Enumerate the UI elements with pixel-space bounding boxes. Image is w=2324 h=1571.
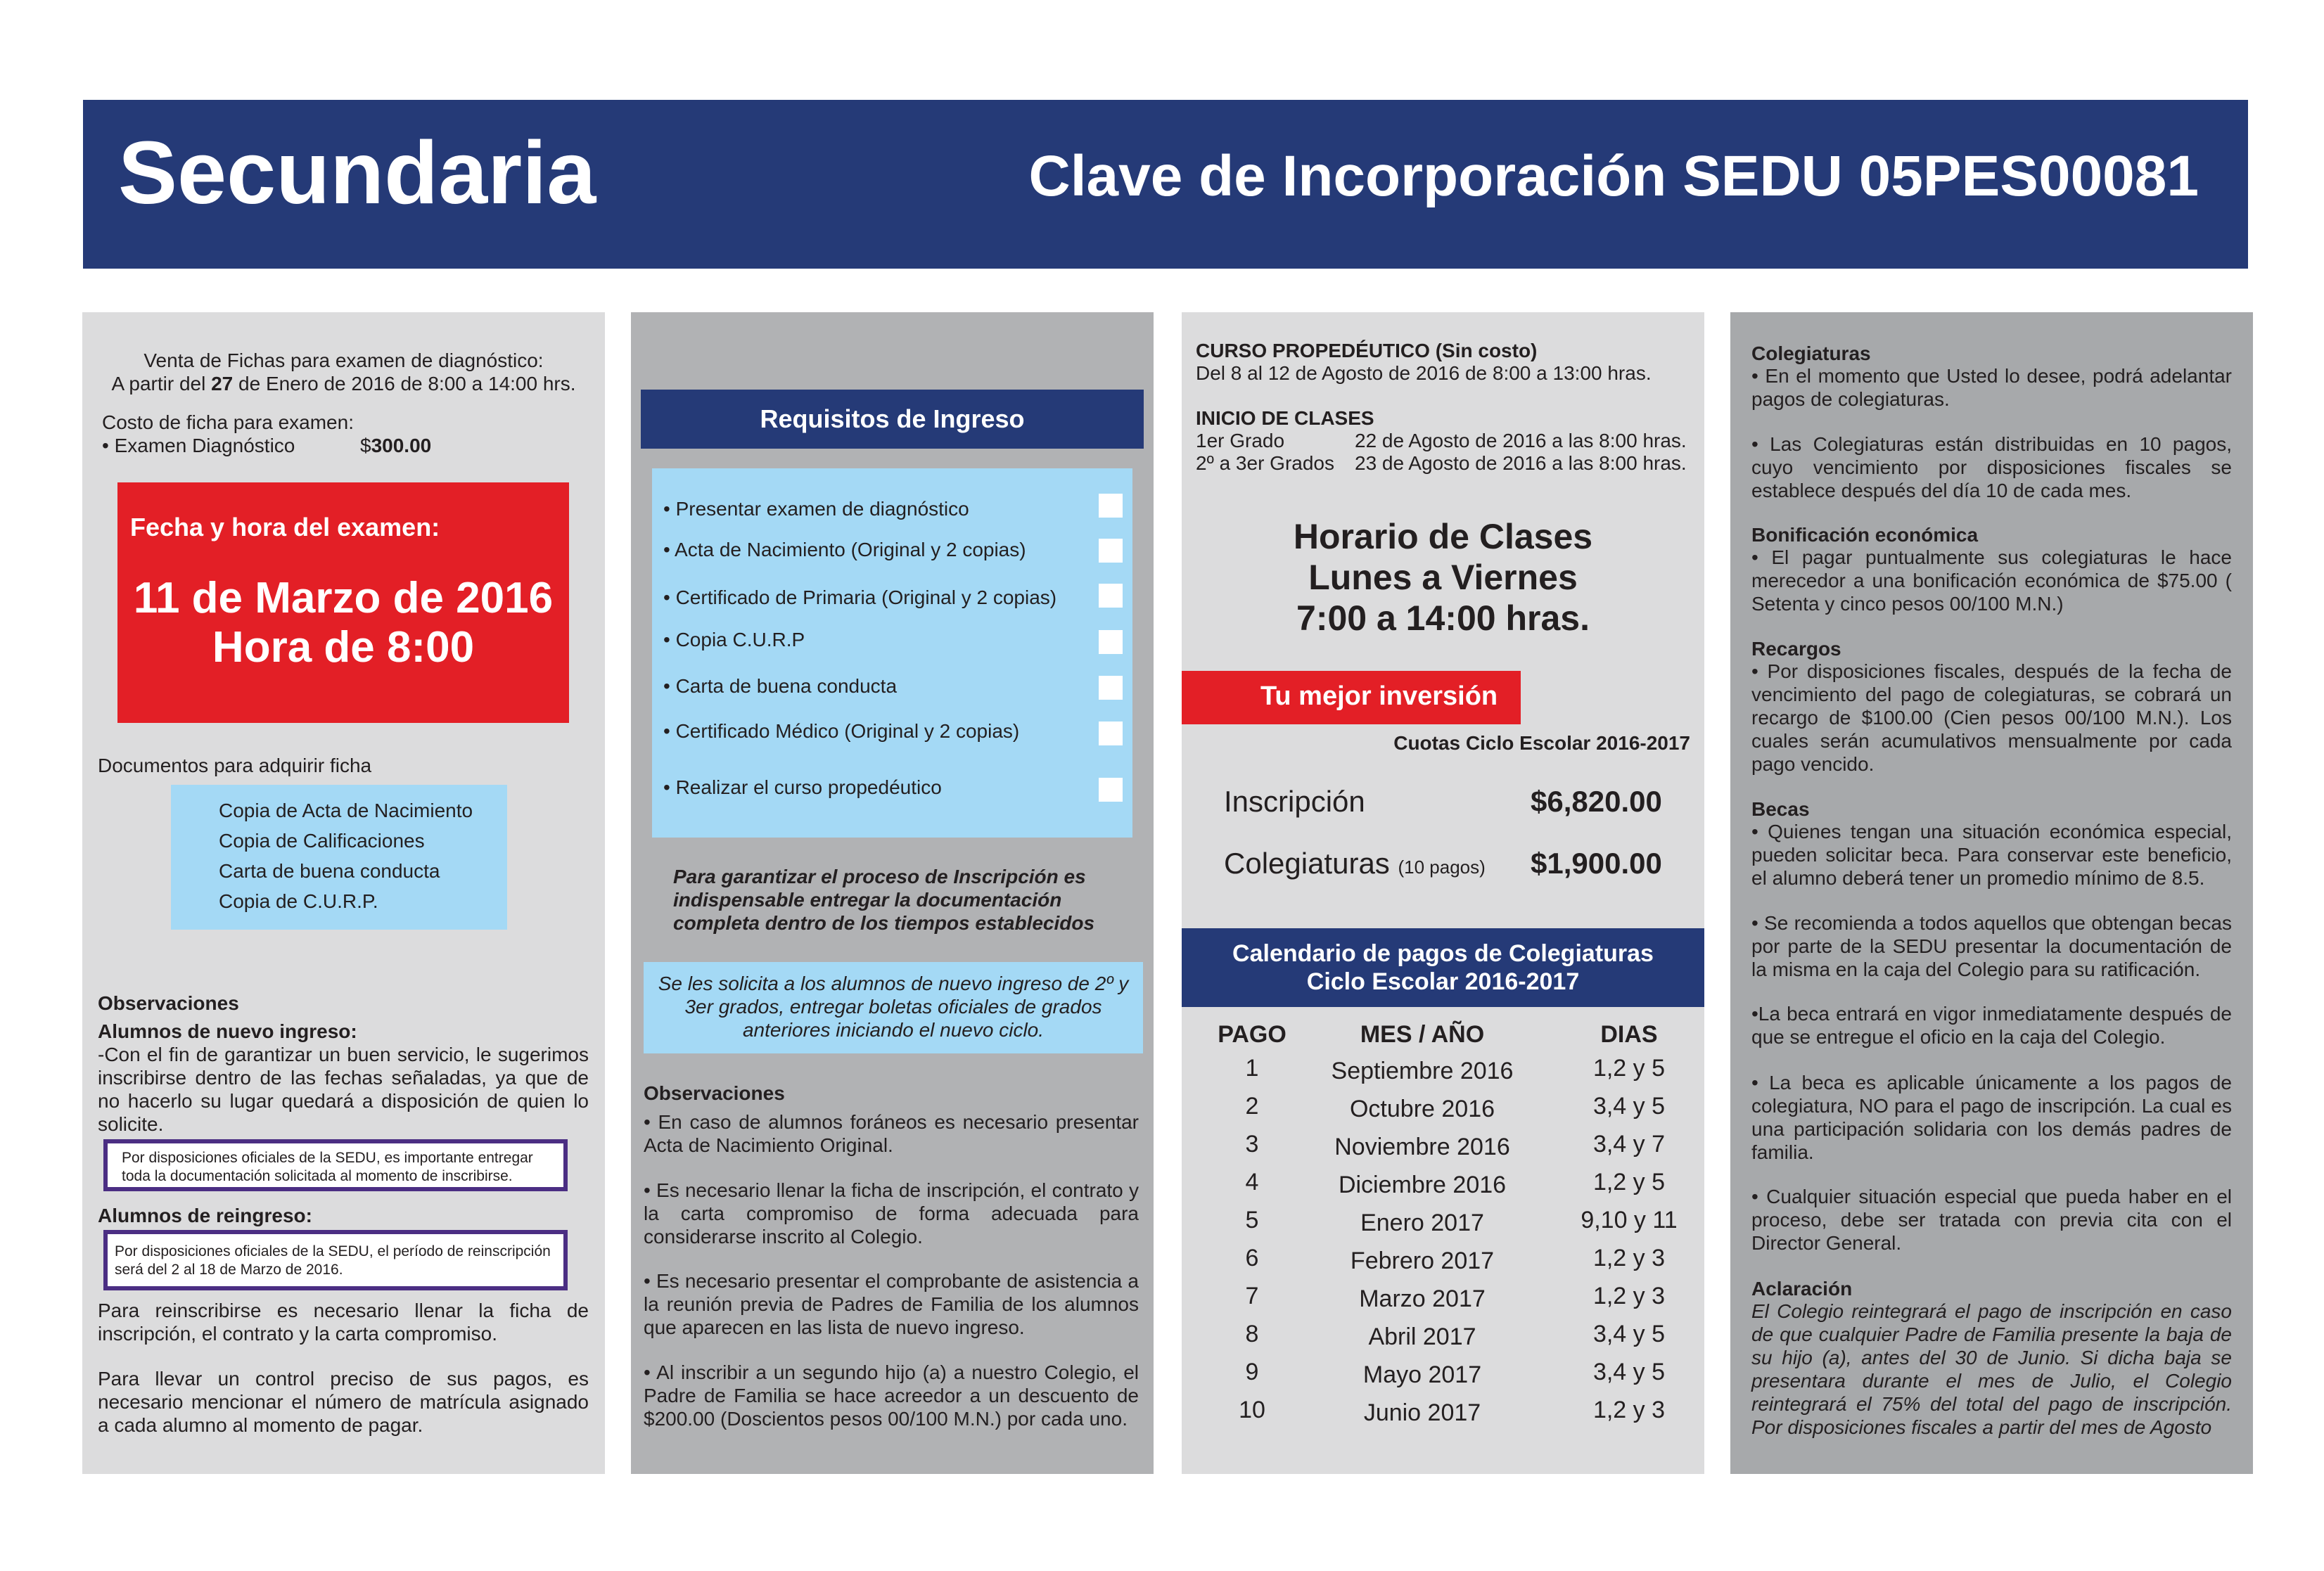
aclaracion-text: El Colegio reintegrará el pago de inscripción en caso de que cualquier Padre de Familia presente la baja de su hijo (a), antes del 30 de Junio. Si dicha baja se presentara durante el mes de Julio, el Colegio reintegrará el 75% del total del pago de inscripción. Por disposiciones fiscales a partir del mes de Agosto	[1751, 1300, 2232, 1438]
table-cell: 7	[1245, 1283, 1259, 1309]
becas-title: Becas	[1751, 798, 1810, 820]
table-cell: 1,2 y 5	[1592, 1055, 1666, 1082]
table-cell: 10	[1239, 1397, 1265, 1423]
bonificacion-text: • El pagar puntualmente sus colegiaturas le hace merecedor a una bonificación económica de $75.00 ( Setenta y cinco pesos 00/100 M.N.)	[1751, 546, 2232, 615]
panel-colegiaturas	[1730, 312, 2253, 1474]
reingreso-title: Alumnos de reingreso:	[98, 1205, 312, 1226]
colegiaturas-label: Colegiaturas (10 pagos)	[1224, 847, 1486, 880]
incorporation-key: Clave de Incorporación SEDU 05PES00081	[1028, 144, 2199, 208]
inversion-banner: Tu mejor inversión	[1182, 671, 1521, 724]
inicio-grado-1-label: 1er Grado	[1196, 430, 1285, 451]
list-item: • Realizar el curso propedéutico	[663, 776, 942, 798]
table-cell: 3	[1245, 1131, 1259, 1158]
table-header: DIAS	[1600, 1021, 1658, 1048]
table-header: PAGO	[1218, 1021, 1286, 1048]
recargos-text: • Por disposiciones fiscales, después de la fecha de vencimiento del pago de colegiaturas, se cobrará un recargo de $100.00 (Cien pesos 00/100 M.N.). Los cuales serán acumulativos mensualmente por cada pago vencido.	[1751, 660, 2232, 775]
table-cell: Abril 2017	[1368, 1323, 1476, 1350]
list-item: • Copia C.U.R.P	[663, 629, 805, 650]
table-cell: Marzo 2017	[1359, 1285, 1486, 1312]
table-cell: 6	[1245, 1245, 1259, 1271]
colegiaturas-title: Colegiaturas	[1751, 342, 1871, 364]
inicio-grado-2-label: 2º a 3er Grados	[1196, 452, 1334, 474]
inicio-grado-1-text: 22 de Agosto de 2016 a las 8:00 hras.	[1355, 430, 1687, 451]
reingreso-notice: Por disposiciones oficiales de la SEDU, el período de reinscripción será del 2 al 18 de Marzo de 2016.	[103, 1230, 568, 1290]
venta-line-2: A partir del 27 de Enero de 2016 de 8:00 a 14:00 hrs.	[111, 373, 576, 395]
table-cell: Noviembre 2016	[1334, 1134, 1510, 1160]
requisitos-title: Requisitos de Ingreso	[641, 390, 1144, 449]
checkbox[interactable]	[1099, 584, 1123, 608]
table-cell: 1,2 y 3	[1592, 1245, 1666, 1271]
checkbox[interactable]	[1099, 630, 1123, 654]
cuotas-title: Cuotas Ciclo Escolar 2016-2017	[1393, 732, 1690, 754]
checkbox[interactable]	[1099, 494, 1123, 518]
obs-item: • Es necesario llenar la ficha de inscripción, el contrato y la carta compromiso de forma adecuada para considerarse inscrito al Colegio.	[644, 1179, 1139, 1248]
costo-price: $300.00	[360, 435, 432, 456]
list-item: Copia de Calificaciones	[219, 830, 425, 852]
table-cell: Enero 2017	[1360, 1210, 1484, 1236]
calendario-title: Calendario de pagos de Colegiaturas Ciclo Escolar 2016-2017	[1182, 928, 1704, 1007]
inscripcion-value: $6,820.00	[1531, 785, 1662, 818]
list-item: • Presentar examen de diagnóstico	[663, 498, 969, 520]
curso-text: Del 8 al 12 de Agosto de 2016 de 8:00 a 13:00 hras.	[1196, 362, 1652, 384]
table-cell: 9	[1245, 1359, 1259, 1385]
obs-item: • Es necesario presentar el comprobante de asistencia a la reunión previa de Padres de Familia de los alumnos que aparecen en las lista de nuevo ingreso.	[644, 1270, 1139, 1338]
table-cell: Diciembre 2016	[1338, 1172, 1507, 1198]
nuevo-ingreso-notice: Por disposiciones oficiales de la SEDU, es importante entregar toda la documentación solicitada al momento de inscribirse.	[103, 1139, 568, 1191]
panel-fichas	[82, 312, 605, 1474]
table-cell: 4	[1245, 1169, 1259, 1195]
obs-item: • En caso de alumnos foráneos es necesario presentar Acta de Nacimiento Original.	[644, 1111, 1139, 1156]
venta-line-1: Venta de Fichas para examen de diagnóstico:	[143, 350, 544, 371]
checkbox[interactable]	[1099, 676, 1123, 700]
bonificacion-title: Bonificación económica	[1751, 524, 1979, 546]
exam-date: 11 de Marzo de 2016 Hora de 8:00	[133, 574, 554, 672]
aclaracion-title: Aclaración	[1751, 1278, 1853, 1300]
checkbox[interactable]	[1099, 722, 1123, 745]
list-item: • Certificado de Primaria (Original y 2 copias)	[663, 586, 1057, 608]
colegiaturas-value: $1,900.00	[1531, 847, 1662, 880]
inscripcion-label: Inscripción	[1224, 785, 1365, 818]
obs-item: • Al inscribir a un segundo hijo (a) a nuestro Colegio, el Padre de Familia se hace acreedor a un descuento de $200.00 (Doscientos pesos 00/100 M.N.) por cada uno.	[644, 1361, 1139, 1430]
table-cell: 1,2 y 5	[1592, 1169, 1666, 1195]
table-cell: Febrero 2017	[1350, 1248, 1495, 1274]
reinscribirse-text: Para reinscribirse es necesario llenar la ficha de inscripción, el contrato y la carta compromiso.	[98, 1300, 589, 1345]
inicio-title: INICIO DE CLASES	[1196, 407, 1374, 429]
becas-text-1: • Quienes tengan una situación económica especial, pueden solicitar beca. Para conservar este beneficio, el alumno deberá tener un promedio mínimo de 8.5.	[1751, 821, 2232, 889]
list-item: Copia de C.U.R.P.	[219, 890, 378, 912]
table-header: MES / AÑO	[1360, 1021, 1485, 1048]
table-cell: 3,4 y 5	[1592, 1359, 1666, 1385]
colegiaturas-text-1: • En el momento que Usted lo desee, podrá adelantar pagos de colegiaturas.	[1751, 365, 2232, 410]
becas-text-4: • La beca es aplicable únicamente a los pagos de colegiatura, NO para el pago de inscripción. La cual es una participación solidaria con los demás padres de familia.	[1751, 1072, 2232, 1163]
list-item: Carta de buena conducta	[219, 860, 440, 882]
recargos-title: Recargos	[1751, 638, 1841, 660]
docs-list	[171, 785, 507, 930]
nuevo-ingreso-title: Alumnos de nuevo ingreso:	[98, 1020, 357, 1042]
becas-text-5: • Cualquier situación especial que pueda haber en el proceso, debe ser tratada con previa cita con el Director General.	[1751, 1186, 2232, 1254]
boletas-notice: Se les solicita a los alumnos de nuevo ingreso de 2º y 3er grados, entregar boletas oficiales de grados anteriores iniciando el nuevo ciclo.	[644, 962, 1143, 1053]
table-cell: 8	[1245, 1321, 1259, 1347]
table-cell: Septiembre 2016	[1331, 1058, 1514, 1084]
requisitos-checklist	[652, 468, 1132, 838]
table-cell: Junio 2017	[1363, 1399, 1481, 1426]
colegiaturas-text-2: • Las Colegiaturas están distribuidas en 10 pagos, cuyo vencimiento por disposiciones fiscales se establece después del día 10 de cada mes.	[1751, 433, 2232, 501]
table-cell: 3,4 y 5	[1592, 1321, 1666, 1347]
exam-date-box	[117, 482, 569, 723]
panel-cuotas	[1182, 312, 1704, 1474]
costo-item: • Examen Diagnóstico	[102, 435, 295, 456]
docs-title: Documentos para adquirir ficha	[98, 755, 372, 776]
panel-requisitos	[631, 312, 1154, 1474]
page-title: Secundaria	[118, 123, 596, 222]
list-item: Copia de Acta de Nacimiento	[219, 800, 473, 821]
horario-clases: Horario de Clases Lunes a Viernes 7:00 a 14:00 hras.	[1293, 517, 1593, 638]
curso-title: CURSO PROPEDÉUTICO (Sin costo)	[1196, 340, 1538, 361]
becas-text-3: •La beca entrará en vigor inmediatamente después de que se entregue el oficio en la caja del Colegio.	[1751, 1003, 2232, 1048]
table-cell: 1,2 y 3	[1592, 1397, 1666, 1423]
observaciones-title: Observaciones	[644, 1082, 785, 1104]
table-cell: 5	[1245, 1207, 1259, 1233]
list-item: • Acta de Nacimiento (Original y 2 copias)	[663, 539, 1026, 560]
nuevo-ingreso-text: -Con el fin de garantizar un buen servicio, le sugerimos inscribirse dentro de las fechas señaladas, ya que de no hacerlo su lugar quedará a disposición de quien lo solicite.	[98, 1044, 589, 1135]
table-cell: 2	[1245, 1093, 1259, 1120]
table-cell: 9,10 y 11	[1581, 1207, 1678, 1233]
header-banner	[83, 100, 2248, 269]
checkbox[interactable]	[1099, 778, 1123, 802]
table-cell: 3,4 y 7	[1592, 1131, 1666, 1158]
control-pagos-text: Para llevar un control preciso de sus pagos, es necesario mencionar el número de matrícula asignado a cada alumno al momento de pagar.	[98, 1368, 589, 1436]
table-cell: Mayo 2017	[1362, 1361, 1482, 1388]
exam-label: Fecha y hora del examen:	[130, 513, 440, 541]
list-item: • Carta de buena conducta	[663, 675, 898, 697]
checkbox[interactable]	[1099, 539, 1123, 563]
table-cell: Octubre 2016	[1349, 1096, 1495, 1122]
becas-text-2: • Se recomienda a todos aquellos que obtengan becas por parte de la SEDU presentar la documentación de la misma en la caja del Colegio para su ratificación.	[1751, 912, 2232, 980]
list-item: • Certificado Médico (Original y 2 copias)	[663, 720, 1020, 742]
table-cell: 3,4 y 5	[1592, 1093, 1666, 1120]
table-cell: 1,2 y 3	[1592, 1283, 1666, 1309]
garantizar-note: Para garantizar el proceso de Inscripción es indispensable entregar la documentación completa dentro de los tiempos establecidos	[673, 866, 1095, 934]
table-cell: 1	[1245, 1055, 1259, 1082]
inicio-grado-2-text: 23 de Agosto de 2016 a las 8:00 hras.	[1355, 452, 1687, 474]
calendario-table	[1182, 1021, 1704, 1457]
costo-title: Costo de ficha para examen:	[102, 411, 354, 433]
observaciones-title: Observaciones	[98, 992, 239, 1014]
